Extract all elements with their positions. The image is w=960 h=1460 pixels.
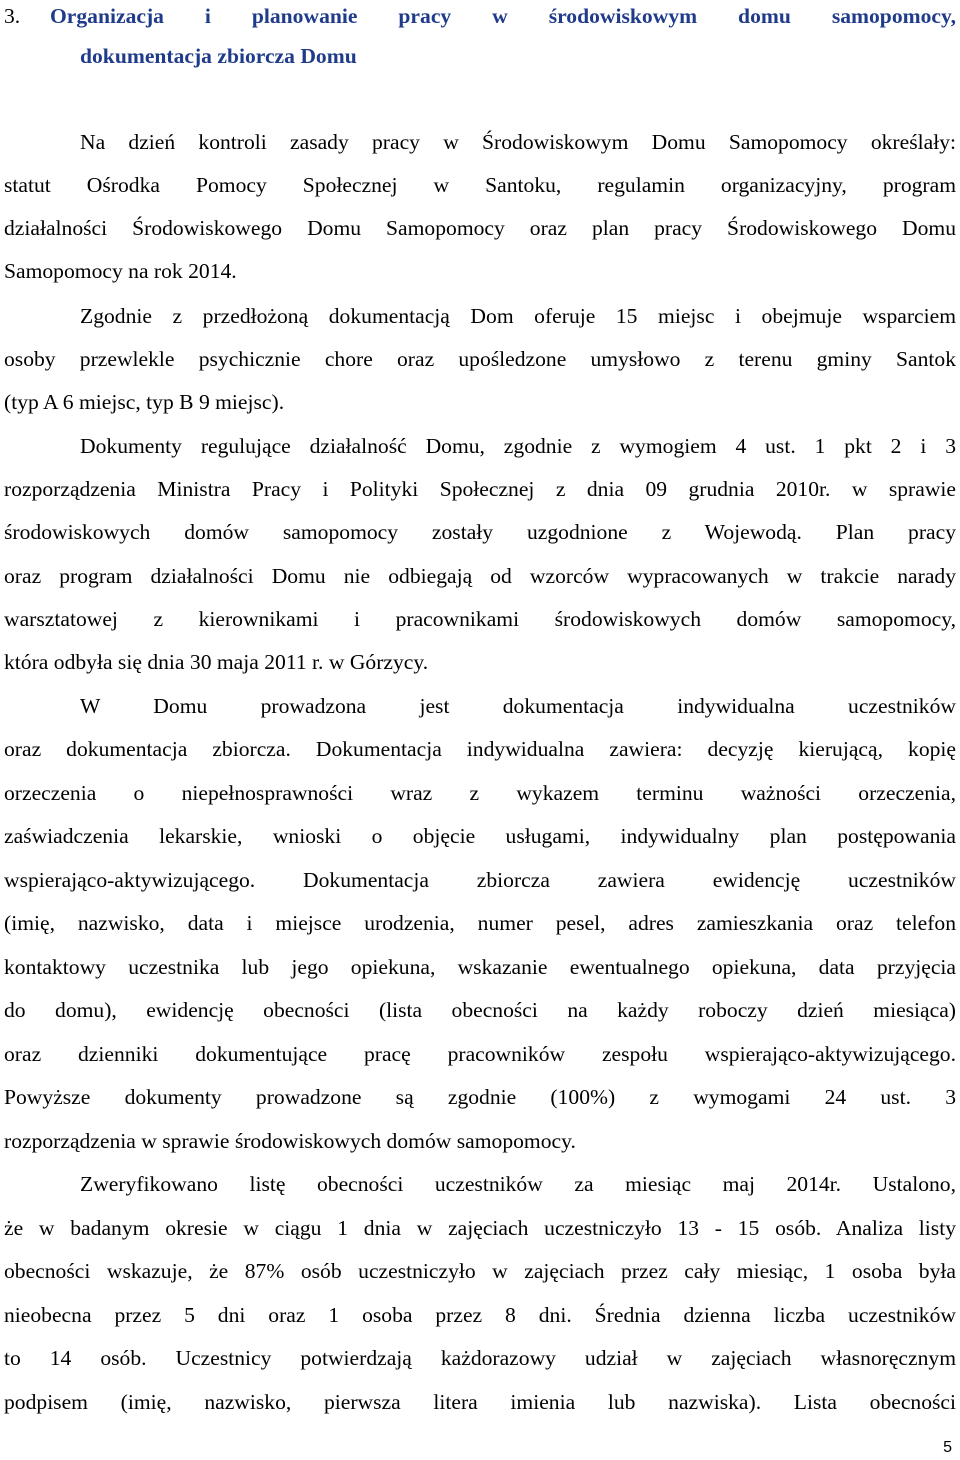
body-line-30: podpisem (imię, nazwisko, pierwsza litera imienia lub nazwiska). Lista obecności xyxy=(4,1390,956,1414)
body-line-15: oraz dokumentacja zbiorcza. Dokumentacja indywidualna zawiera: decyzję kierującą, kopię xyxy=(4,737,956,761)
body-line-24: rozporządzenia w sprawie środowiskowych domów samopomocy. xyxy=(4,1129,576,1153)
body-line-16: orzeczenia o niepełnosprawności wraz z wykazem terminu ważności orzeczenia, xyxy=(4,781,956,805)
section-title-line-2: dokumentacja zbiorcza Domu xyxy=(80,44,357,68)
body-line-12: warsztatowej z kierownikami i pracownikami środowiskowych domów samopomocy, xyxy=(4,607,956,631)
body-line-23: Powyższe dokumenty prowadzone są zgodnie (100%) z wymogami 24 ust. 3 xyxy=(4,1085,956,1109)
body-line-1: Na dzień kontroli zasady pracy w Środowiskowym Domu Samopomocy określały: xyxy=(80,130,956,154)
section-title-line-1: Organizacja i planowanie pracy w środowiskowym domu samopomocy, xyxy=(50,4,956,28)
body-line-17: zaświadczenia lekarskie, wnioski o objęcie usługami, indywidualny plan postępowania xyxy=(4,824,956,848)
body-line-22: oraz dzienniki dokumentujące pracę pracowników zespołu wspierająco-aktywizującego. xyxy=(4,1042,956,1066)
body-line-4: Samopomocy na rok 2014. xyxy=(4,259,237,283)
body-line-11: oraz program działalności Domu nie odbiegają od wzorców wypracowanych w trakcie narady xyxy=(4,564,956,588)
body-line-25: Zweryfikowano listę obecności uczestników za miesiąc maj 2014r. Ustalono, xyxy=(80,1172,956,1196)
section-number: 3. xyxy=(4,4,21,28)
body-line-9: rozporządzenia Ministra Pracy i Polityki Społecznej z dnia 09 grudnia 2010r. w sprawie xyxy=(4,477,956,501)
body-line-29: to 14 osób. Uczestnicy potwierdzają każdorazowy udział w zajęciach własnoręcznym xyxy=(4,1346,956,1370)
body-line-18: wspierająco-aktywizującego. Dokumentacja zbiorcza zawiera ewidencję uczestników xyxy=(4,868,956,892)
body-line-7: (typ A 6 miejsc, typ B 9 miejsc). xyxy=(4,390,285,414)
section-heading xyxy=(4,2,956,30)
body-line-6: osoby przewlekle psychicznie chore oraz upośledzone umysłowo z terenu gminy Santok xyxy=(4,347,956,371)
body-line-2: statut Ośrodka Pomocy Społecznej w Santoku, regulamin organizacyjny, program xyxy=(4,173,956,197)
body-line-27: obecności wskazuje, że 87% osób uczestniczyło w zajęciach przez cały miesiąc, 1 osoba była xyxy=(4,1259,956,1283)
body-line-5: Zgodnie z przedłożoną dokumentacją Dom oferuje 15 miejsc i obejmuje wsparciem xyxy=(80,304,956,328)
body-line-8: Dokumenty regulujące działalność Domu, zgodnie z wymogiem 4 ust. 1 pkt 2 i 3 xyxy=(80,434,956,458)
body-line-19: (imię, nazwisko, data i miejsce urodzenia, numer pesel, adres zamieszkania oraz telefon xyxy=(4,911,956,935)
body-line-3: działalności Środowiskowego Domu Samopomocy oraz plan pracy Środowiskowego Domu xyxy=(4,216,956,240)
body-line-14: W Domu prowadzona jest dokumentacja indywidualna uczestników xyxy=(80,694,956,718)
body-line-26: że w badanym okresie w ciągu 1 dnia w zajęciach uczestniczyło 13 - 15 osób. Analiza listy xyxy=(4,1216,956,1240)
body-line-21: do domu), ewidencję obecności (lista obecności na każdy roboczy dzień miesiąca) xyxy=(4,998,956,1022)
body-line-10: środowiskowych domów samopomocy zostały uzgodnione z Wojewodą. Plan pracy xyxy=(4,520,956,544)
body-line-28: nieobecna przez 5 dni oraz 1 osoba przez 8 dni. Średnia dzienna liczba uczestników xyxy=(4,1303,956,1327)
body-line-20: kontaktowy uczestnika lub jego opiekuna, wskazanie ewentualnego opiekuna, data przyjęcia xyxy=(4,955,956,979)
body-line-13: która odbyła się dnia 30 maja 2011 r. w Górzycy. xyxy=(4,650,429,674)
page-number: 5 xyxy=(943,1439,952,1456)
